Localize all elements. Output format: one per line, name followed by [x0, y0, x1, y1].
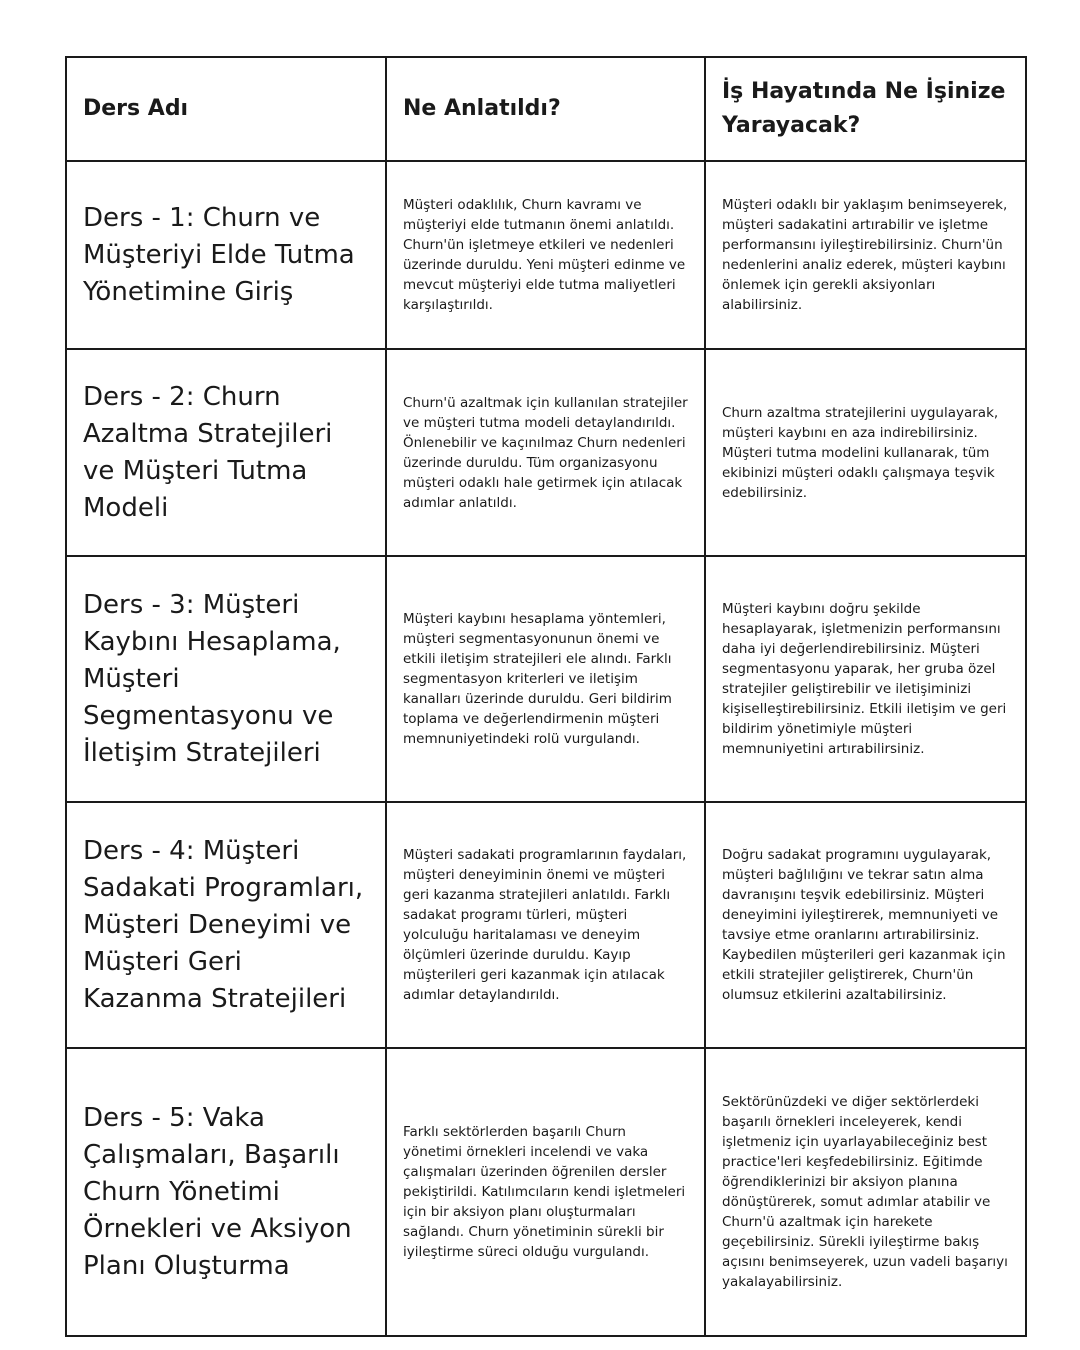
table-row — [66, 556, 1026, 802]
lesson-title: Ders - 4: Müşteri Sadakati Programları, Müşteri Deneyimi ve Müşteri Geri Kazanma Stratejileri — [66, 802, 386, 1048]
lesson-content: Müşteri odaklılık, Churn kavramı ve müşteriyi elde tutmanın önemi anlatıldı. Churn'ün işletmeye etkileri ve nedenleri üzerinde duruldu. Yeni müşteri edinme ve mevcut müşteriyi elde tutma maliyetleri karşılaştırıldı. — [386, 161, 705, 349]
lesson-content: Farklı sektörlerden başarılı Churn yönetimi örnekleri incelendi ve vaka çalışmaları üzerinden öğrenilen dersler pekiştirildi. Katılımcıların kendi işletmeleri için bir aksiyon planı oluşturmaları sağlandı. Churn yönetiminin sürekli bir iyileştirme süreci olduğu vurgulandı. — [386, 1048, 705, 1336]
lesson-benefit: Müşteri odaklı bir yaklaşım benimseyerek, müşteri sadakatini artırabilir ve işletme performansını iyileştirebilirsiniz. Churn'ün nedenlerini analiz ederek, müşteri kaybını önlemek için gerekli aksiyonları alabilirsiniz. — [705, 161, 1026, 349]
header-what-was-covered: Ne Anlatıldı? — [386, 57, 705, 161]
table-row — [66, 1048, 1026, 1336]
lesson-title: Ders - 2: Churn Azaltma Stratejileri ve Müşteri Tutma Modeli — [66, 349, 386, 556]
lesson-content: Müşteri sadakati programlarının faydaları, müşteri deneyiminin önemi ve müşteri geri kazanma stratejileri anlatıldı. Farklı sadakat programı türleri, müşteri yolculuğu haritalaması ve deneyim ölçümleri üzerinde duruldu. Kayıp müşterileri geri kazanmak için atılacak adımlar detaylandırıldı. — [386, 802, 705, 1048]
header-business-benefit: İş Hayatında Ne İşinize Yarayacak? — [705, 57, 1026, 161]
lesson-benefit: Müşteri kaybını doğru şekilde hesaplayarak, işletmenizin performansını daha iyi değerlendirebilirsiniz. Müşteri segmentasyonu yaparak, her gruba özel stratejiler geliştirebilir ve iletişiminizi kişiselleştirebilirsiniz. Etkili iletişim ve geri bildirim yönetimiyle müşteri memnuniyetini artırabilirsiniz. — [705, 556, 1026, 802]
lesson-content: Müşteri kaybını hesaplama yöntemleri, müşteri segmentasyonunun önemi ve etkili iletişim stratejileri ele alındı. Farklı segmentasyon kriterleri ve iletişim kanalları üzerinde duruldu. Geri bildirim toplama ve değerlendirmenin müşteri memnuniyetindeki rolü vurgulandı. — [386, 556, 705, 802]
table-row — [66, 802, 1026, 1048]
course-summary-table — [65, 56, 1027, 1337]
table-header-row — [66, 57, 1026, 161]
lesson-title: Ders - 3: Müşteri Kaybını Hesaplama, Müşteri Segmentasyonu ve İletişim Stratejileri — [66, 556, 386, 802]
lesson-content: Churn'ü azaltmak için kullanılan stratejiler ve müşteri tutma modeli detaylandırıldı. Önlenebilir ve kaçınılmaz Churn nedenleri üzerinde duruldu. Tüm organizasyonu müşteri odaklı hale getirmek için atılacak adımlar anlatıldı. — [386, 349, 705, 556]
lesson-benefit: Sektörünüzdeki ve diğer sektörlerdeki başarılı örnekleri inceleyerek, kendi işletmeniz için uyarlayabileceğiniz best practice'leri keşfedebilirsiniz. Eğitimde öğrendiklerinizi bir aksiyon planına dönüştürerek, somut adımlar atabilir ve Churn'ü azaltmak için harekete geçebilirsiniz. Sürekli iyileştirme bakış açısını benimseyerek, uzun vadeli başarıyı yakalayabilirsiniz. — [705, 1048, 1026, 1336]
table-row — [66, 161, 1026, 349]
lesson-benefit: Churn azaltma stratejilerini uygulayarak, müşteri kaybını en aza indirebilirsiniz. Müşteri tutma modelini kullanarak, tüm ekibinizi müşteri odaklı çalışmaya teşvik edebilirsiniz. — [705, 349, 1026, 556]
lesson-title: Ders - 1: Churn ve Müşteriyi Elde Tutma Yönetimine Giriş — [66, 161, 386, 349]
header-lesson-name: Ders Adı — [66, 57, 386, 161]
table-row — [66, 349, 1026, 556]
lesson-benefit: Doğru sadakat programını uygulayarak, müşteri bağlılığını ve tekrar satın alma davranışını teşvik edebilirsiniz. Müşteri deneyimini iyileştirerek, memnuniyeti ve tavsiye etme oranlarını artırabilirsiniz. Kaybedilen müşterileri geri kazanmak için etkili stratejiler geliştirerek, Churn'ün olumsuz etkilerini azaltabilirsiniz. — [705, 802, 1026, 1048]
lesson-title: Ders - 5: Vaka Çalışmaları, Başarılı Churn Yönetimi Örnekleri ve Aksiyon Planı Oluşturma — [66, 1048, 386, 1336]
